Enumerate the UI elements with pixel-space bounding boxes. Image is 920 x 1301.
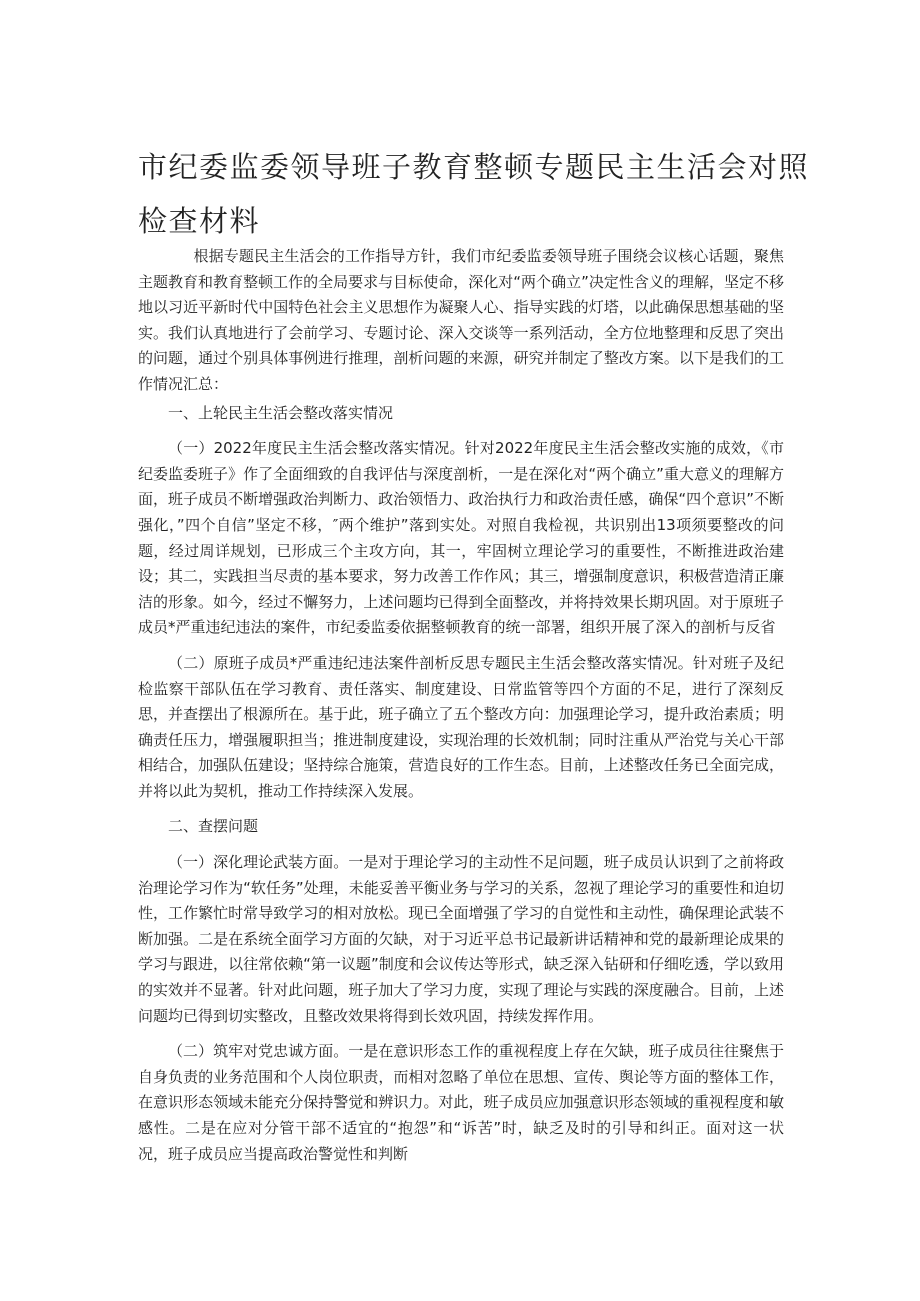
section-1-paragraph-1: （一）2022年度民主生活会整改落实情况。针对2022年度民主生活会整改实施的成效，《市纪委监委班子》作了全面细致的自我评估与深度剖析，一是在深化对“两个确立”重大意义的理解方面，班子成员不断增强政治判断力、政治领悟力、政治执行力和政治责任感，确保“四个意识”不断强化，”四个自信”坚定不移，″两个维护”落到实处。对照自我检视，共识别出13项须要整改的问题，经过周详规划，已形成三个主攻方向，其一，牢固树立理论学习的重要性，不断推进政治建设；其二，实践担当尽责的基本要求，努力改善工作作风；其三，增强制度意识，积极营造清正廉洁的形象。如今，经过不懈努力，上述问题均已得到全面整改，并将持效果长期巩固。对于原班子成员*严重违纪违法的案件，市纪委监委依据整顿教育的统一部署，组织开展了深入的剖析与反省 — [138, 439, 784, 637]
section-1-paragraph-2: （二）原班子成员*严重违纪违法案件剖析反思专题民主生活会整改落实情况。针对班子及纪检监察干部队伍在学习教育、责任落实、制度建设、日常监管等四个方面的不足，进行了深刻反思，并查摆出了根源所在。基于此，班子确立了五个整改方向：加强理论学习，提升政治素质；明确责任压力，增强履职担当；推进制度建设，实现治理的长效机制；同时注重从严治党与关心干部相结合，加强队伍建设；坚持综合施策，营造良好的工作生态。目前，上述整改任务已全面完成，并将以此为契机，推动工作持续深入发展。 — [138, 653, 784, 800]
section-2-paragraph-2: （二）筑牢对党忠诚方面。一是在意识形态工作的重视程度上存在欠缺，班子成员往往聚焦于自身负责的业务范围和个人岗位职责，而相对忽略了单位在思想、宣传、舆论等方面的整体工作，在意识形态领域未能充分保持警觉和辨识力。对此，班子成员应加强意识形态领域的重视程度和敏感性。二是在应对分管干部不适宜的“抱怨”和“诉苦”时，缺乏及时的引导和纠正。面对这一状况，班子成员应当提高政治警觉性和判断 — [138, 1042, 784, 1163]
section-2-heading: 二、查摆问题 — [168, 817, 259, 836]
document-title: 市纪委监委领导班子教育整顿专题民主生活会对照检查材料 — [138, 150, 810, 238]
document-body — [138, 244, 784, 1167]
section-1-heading: 一、上轮民主生活会整改落实情况 — [168, 403, 394, 422]
section-2-paragraph-1: （一）深化理论武装方面。一是对于理论学习的主动性不足问题，班子成员认识到了之前将政治理论学习作为“软任务”处理，未能妥善平衡业务与学习的关系，忽视了理论学习的重要性和迫切性，工作繁忙时常导致学习的相对放松。现已全面增强了学习的自觉性和主动性，确保理论武装不断加强。二是在系统全面学习方面的欠缺，对于习近平总书记最新讲话精神和党的最新理论成果的学习与跟进，以往常依赖“第一议题”制度和会议传达等形式，缺乏深入钻研和仔细吃透，学以致用的实效并不显著。针对此问题，班子加大了学习力度，实现了理论与实践的深度融合。目前，上述问题均已得到切实整改，且整改效果将得到长效巩固，持续发挥作用。 — [138, 853, 784, 1025]
intro-paragraph: 根据专题民主生活会的工作指导方针，我们市纪委监委领导班子围绕会议核心话题，聚焦主题教育和教育整顿工作的全局要求与目标使命，深化对“两个确立”决定性含义的理解，坚定不移地以习近平新时代中国特色社会主义思想作为凝聚人心、指导实践的灯塔，以此确保思想基础的坚实。我们认真地进行了会前学习、专题讨论、深入交谈等一系列活动，全方位地整理和反思了突出的问题，通过个别具体事例进行推理，剖析问题的来源，研究并制定了整改方案。以下是我们的工作情况汇总： — [138, 247, 784, 393]
